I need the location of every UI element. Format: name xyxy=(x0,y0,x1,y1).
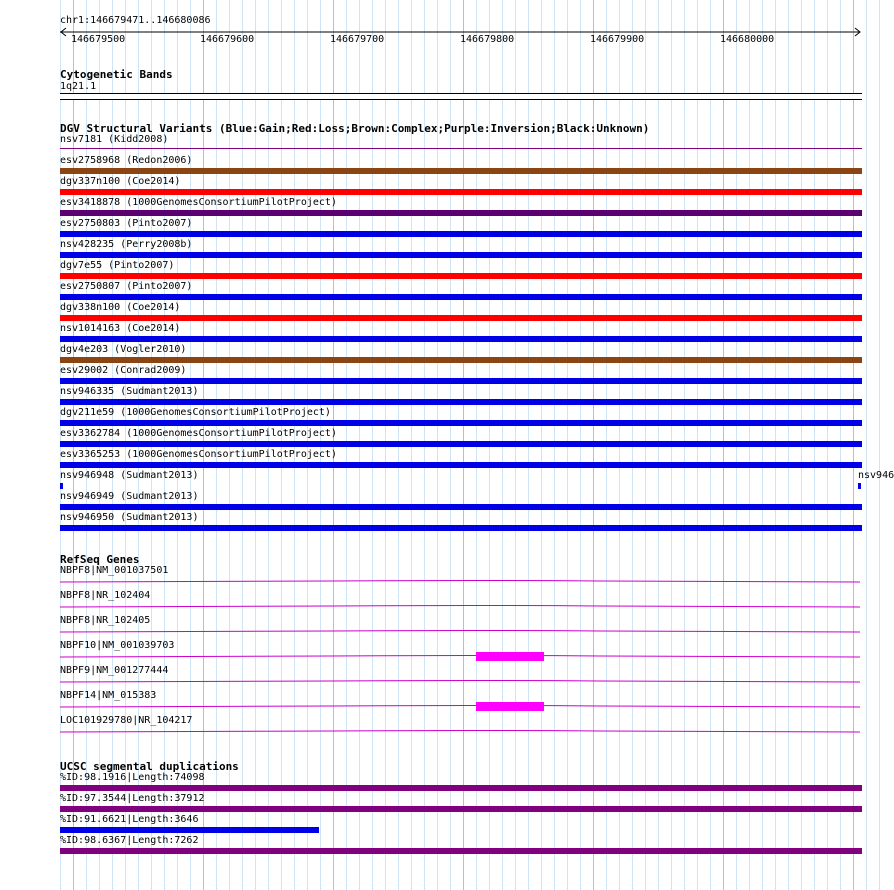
ruler-tick: 146679800 xyxy=(460,34,515,45)
dgv-variant-bar[interactable] xyxy=(60,399,862,405)
dgv-variant-label: esv3418878 (1000GenomesConsortiumPilotProject) xyxy=(60,197,337,208)
segdup-label: %ID:91.6621|Length:3646 xyxy=(60,814,199,825)
ruler-tick: 146679600 xyxy=(200,34,255,45)
refseq-intron-line[interactable] xyxy=(60,681,860,683)
ruler-tick: 146679900 xyxy=(590,34,645,45)
dgv-variant-bar[interactable] xyxy=(60,525,862,531)
dgv-variant-bar[interactable] xyxy=(60,294,862,300)
cytoband-label: 1q21.1 xyxy=(60,81,97,92)
refseq-intron-line[interactable] xyxy=(60,606,860,608)
segdup-label: %ID:97.3544|Length:37912 xyxy=(60,793,205,804)
dgv-variant-bar[interactable] xyxy=(60,231,862,237)
refseq-intron-line[interactable] xyxy=(60,731,860,733)
dgv-variant-label: nsv1014163 (Coe2014) xyxy=(60,323,181,334)
refseq-gene-label: NBPF10|NM_001039703 xyxy=(60,640,175,651)
dgv-variant-label: dgv4e203 (Vogler2010) xyxy=(60,344,187,355)
refseq-gene-label: NBPF14|NM_015383 xyxy=(60,690,157,701)
dgv-variant-label: nsv946949 (Sudmant2013) xyxy=(60,491,199,502)
ruler-tick: 146679700 xyxy=(330,34,385,45)
segdup-label: %ID:98.1916|Length:74098 xyxy=(60,772,205,783)
dgv-variant-label: esv29002 (Conrad2009) xyxy=(60,365,187,376)
cytoband-bar[interactable] xyxy=(60,93,862,100)
dgv-variant-bar[interactable] xyxy=(60,148,862,149)
refseq-intron-line[interactable] xyxy=(60,631,860,633)
refseq-gene-label: NBPF8|NM_001037501 xyxy=(60,565,169,576)
refseq-exon[interactable] xyxy=(476,702,544,711)
dgv-variant-label: dgv7e55 (Pinto2007) xyxy=(60,260,175,271)
ruler-tick: 146680000 xyxy=(720,34,775,45)
dgv-variant-label: nsv428235 (Perry2008b) xyxy=(60,239,193,250)
dgv-variant-bar[interactable] xyxy=(60,210,862,216)
ruler-axis xyxy=(0,24,890,74)
ruler-location: chr1:146679471..146680086 xyxy=(60,15,211,26)
refseq-gene-label: NBPF8|NR_102404 xyxy=(60,590,151,601)
dgv-variant-bar[interactable] xyxy=(60,189,862,195)
cytoband-track-title: Cytogenetic Bands xyxy=(60,68,173,81)
dgv-variant-label: esv2750807 (Pinto2007) xyxy=(60,281,193,292)
segdup-bar[interactable] xyxy=(60,785,862,791)
dgv-variant-bar[interactable] xyxy=(60,420,862,426)
dgv-variant-label: nsv946335 (Sudmant2013) xyxy=(60,386,199,397)
dgv-variant-bar[interactable] xyxy=(60,504,862,510)
dgv-variant-bar[interactable] xyxy=(60,483,63,489)
dgv-variant-label: dgv338n100 (Coe2014) xyxy=(60,302,181,313)
refseq-exon[interactable] xyxy=(476,652,544,661)
dgv-variant-label: dgv211e59 (1000GenomesConsortiumPilotProject) xyxy=(60,407,331,418)
dgv-variant-bar[interactable] xyxy=(60,252,862,258)
dgv-variant-bar[interactable] xyxy=(60,315,862,321)
dgv-variant-label: esv2750803 (Pinto2007) xyxy=(60,218,193,229)
dgv-variant-label: esv3365253 (1000GenomesConsortiumPilotProject) xyxy=(60,449,337,460)
ruler-tick: 146679500 xyxy=(71,34,126,45)
dgv-variant-label: nsv7181 (Kidd2008) xyxy=(60,134,169,145)
dgv-variant-bar[interactable] xyxy=(60,168,862,174)
dgv-track-title: DGV Structural Variants (Blue:Gain;Red:Loss;Brown:Complex;Purple:Inversion;Black:Unknown) xyxy=(60,122,650,135)
dgv-variant-label: dgv337n100 (Coe2014) xyxy=(60,176,181,187)
dgv-variant-label: esv3362784 (1000GenomesConsortiumPilotProject) xyxy=(60,428,337,439)
dgv-variant-bar[interactable] xyxy=(60,357,862,363)
refseq-intron-line[interactable] xyxy=(60,706,860,708)
dgv-variant-label: nsv946950 (Sudmant2013) xyxy=(60,512,199,523)
refseq-gene-label: LOC101929780|NR_104217 xyxy=(60,715,193,726)
segdup-track-title: UCSC segmental duplications xyxy=(60,760,239,773)
refseq-intron-line[interactable] xyxy=(60,581,860,583)
dgv-variant-bar[interactable] xyxy=(60,336,862,342)
refseq-intron-line[interactable] xyxy=(60,656,860,658)
refseq-gene-label: NBPF9|NM_001277444 xyxy=(60,665,169,676)
dgv-variant-bar[interactable] xyxy=(60,378,862,384)
dgv-overflow-label: nsv946 xyxy=(858,470,894,481)
dgv-variant-label: esv2758968 (Redon2006) xyxy=(60,155,193,166)
refseq-track-title: RefSeq Genes xyxy=(60,553,140,566)
dgv-variant-bar[interactable] xyxy=(858,483,861,489)
segdup-bar[interactable] xyxy=(60,848,862,854)
dgv-variant-label: nsv946948 (Sudmant2013) xyxy=(60,470,199,481)
segdup-bar[interactable] xyxy=(60,827,319,833)
dgv-variant-bar[interactable] xyxy=(60,441,862,447)
refseq-gene-label: NBPF8|NR_102405 xyxy=(60,615,151,626)
segdup-bar[interactable] xyxy=(60,806,862,812)
dgv-variant-bar[interactable] xyxy=(60,462,862,468)
dgv-variant-bar[interactable] xyxy=(60,273,862,279)
segdup-label: %ID:98.6367|Length:7262 xyxy=(60,835,199,846)
